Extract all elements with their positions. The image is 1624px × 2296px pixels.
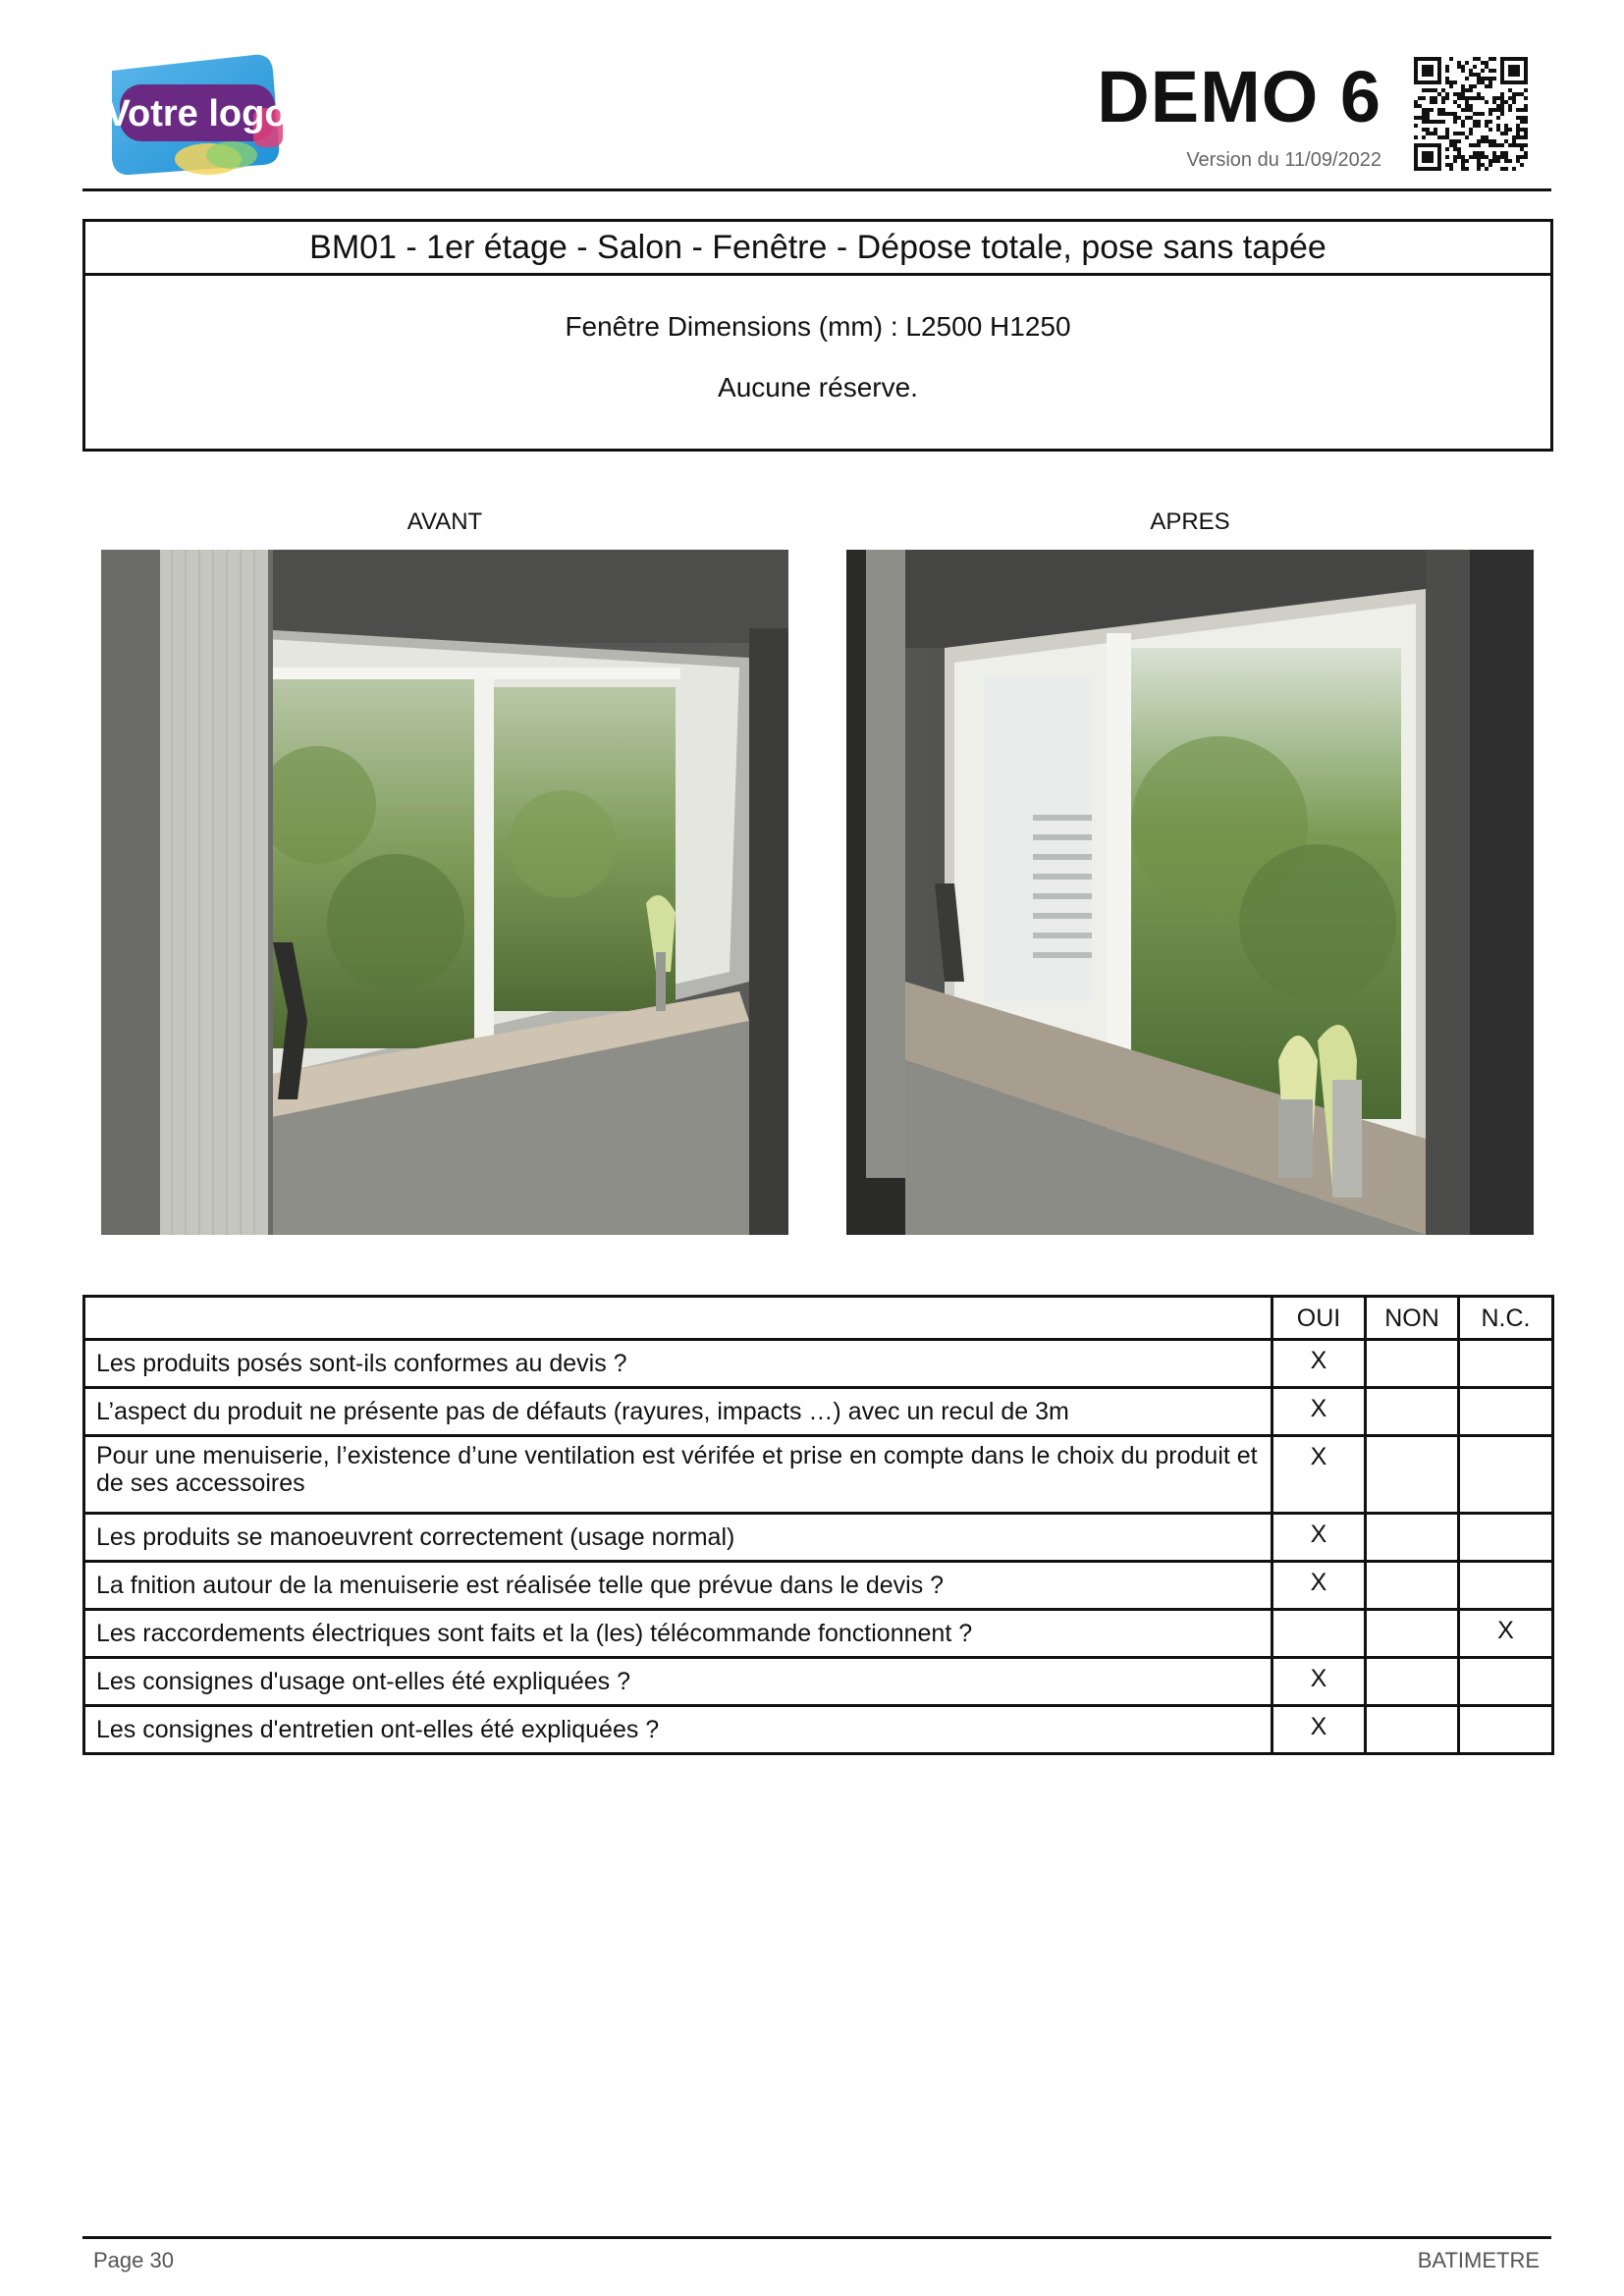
oui-mark: X bbox=[1272, 1706, 1366, 1754]
non-mark bbox=[1366, 1436, 1459, 1514]
nc-mark bbox=[1459, 1436, 1553, 1514]
footer-brand: BATIMETRE bbox=[1417, 2248, 1540, 2272]
checklist-question: Pour une menuiserie, l’existence d’une ventilation est vérifée et prise en compte dans le choix du produit et de ses accessoires bbox=[84, 1436, 1272, 1514]
after-photo-label: APRES bbox=[1150, 508, 1230, 535]
svg-text:Votre logo: Votre logo bbox=[106, 93, 283, 134]
page-number: Page 30 bbox=[93, 2248, 174, 2272]
oui-mark: X bbox=[1272, 1514, 1366, 1562]
checklist-row bbox=[84, 1610, 1553, 1658]
non-mark bbox=[1366, 1514, 1459, 1562]
nc-column-header: N.C. bbox=[1459, 1297, 1553, 1340]
window-dimensions: Fenêtre Dimensions (mm) : L2500 H1250 bbox=[565, 311, 1071, 342]
oui-mark: X bbox=[1272, 1562, 1366, 1610]
description-title: BM01 - 1er étage - Salon - Fenêtre - Dépose totale, pose sans tapée bbox=[85, 222, 1550, 276]
before-photo-label: AVANT bbox=[406, 508, 483, 535]
qr-code bbox=[1414, 57, 1528, 171]
non-mark bbox=[1366, 1706, 1459, 1754]
non-mark bbox=[1366, 1658, 1459, 1706]
checklist-header-row bbox=[84, 1297, 1553, 1340]
version-date: Version du 11/09/2022 bbox=[1186, 149, 1381, 171]
nc-mark bbox=[1459, 1562, 1553, 1610]
checklist-row bbox=[84, 1340, 1553, 1388]
checklist-question: Les produits se manoeuvrent correctement (usage normal) bbox=[84, 1514, 1272, 1562]
oui-mark: X bbox=[1272, 1340, 1366, 1388]
footer-divider bbox=[82, 2236, 1551, 2239]
reserve-status: Aucune réserve. bbox=[718, 372, 918, 402]
checklist-question: Les raccordements électriques sont faits et la (les) télécommande fonctionnent ? bbox=[84, 1610, 1272, 1658]
non-mark bbox=[1366, 1562, 1459, 1610]
description-box bbox=[82, 219, 1553, 452]
before-photo bbox=[101, 550, 788, 1235]
checklist-question: La fnition autour de la menuiserie est réalisée telle que prévue dans le devis ? bbox=[84, 1562, 1272, 1610]
after-photo bbox=[846, 550, 1534, 1235]
checklist-question: L’aspect du produit ne présente pas de défauts (rayures, impacts …) avec un recul de 3m bbox=[84, 1388, 1272, 1436]
checklist-row bbox=[84, 1436, 1553, 1514]
oui-column-header: OUI bbox=[1272, 1297, 1366, 1340]
nc-mark: X bbox=[1459, 1610, 1553, 1658]
oui-mark: X bbox=[1272, 1658, 1366, 1706]
checklist-question: Les consignes d'usage ont-elles été expliquées ? bbox=[84, 1658, 1272, 1706]
non-mark bbox=[1366, 1340, 1459, 1388]
oui-mark: X bbox=[1272, 1388, 1366, 1436]
checklist-row bbox=[84, 1706, 1553, 1754]
oui-mark bbox=[1272, 1610, 1366, 1658]
question-column-header bbox=[84, 1297, 1272, 1340]
checklist-row bbox=[84, 1562, 1553, 1610]
checklist-row bbox=[84, 1388, 1553, 1436]
checklist-table bbox=[82, 1295, 1554, 1755]
checklist-row bbox=[84, 1658, 1553, 1706]
non-column-header: NON bbox=[1366, 1297, 1459, 1340]
header-divider bbox=[82, 188, 1551, 191]
checklist-question: Les consignes d'entretien ont-elles été expliquées ? bbox=[84, 1706, 1272, 1754]
company-logo bbox=[106, 49, 283, 182]
non-mark bbox=[1366, 1388, 1459, 1436]
nc-mark bbox=[1459, 1658, 1553, 1706]
checklist-question: Les produits posés sont-ils conformes au devis ? bbox=[84, 1340, 1272, 1388]
nc-mark bbox=[1459, 1514, 1553, 1562]
document-title: DEMO 6 bbox=[1097, 56, 1381, 137]
nc-mark bbox=[1459, 1706, 1553, 1754]
checklist-row bbox=[84, 1514, 1553, 1562]
nc-mark bbox=[1459, 1388, 1553, 1436]
oui-mark: X bbox=[1272, 1436, 1366, 1514]
nc-mark bbox=[1459, 1340, 1553, 1388]
non-mark bbox=[1366, 1610, 1459, 1658]
